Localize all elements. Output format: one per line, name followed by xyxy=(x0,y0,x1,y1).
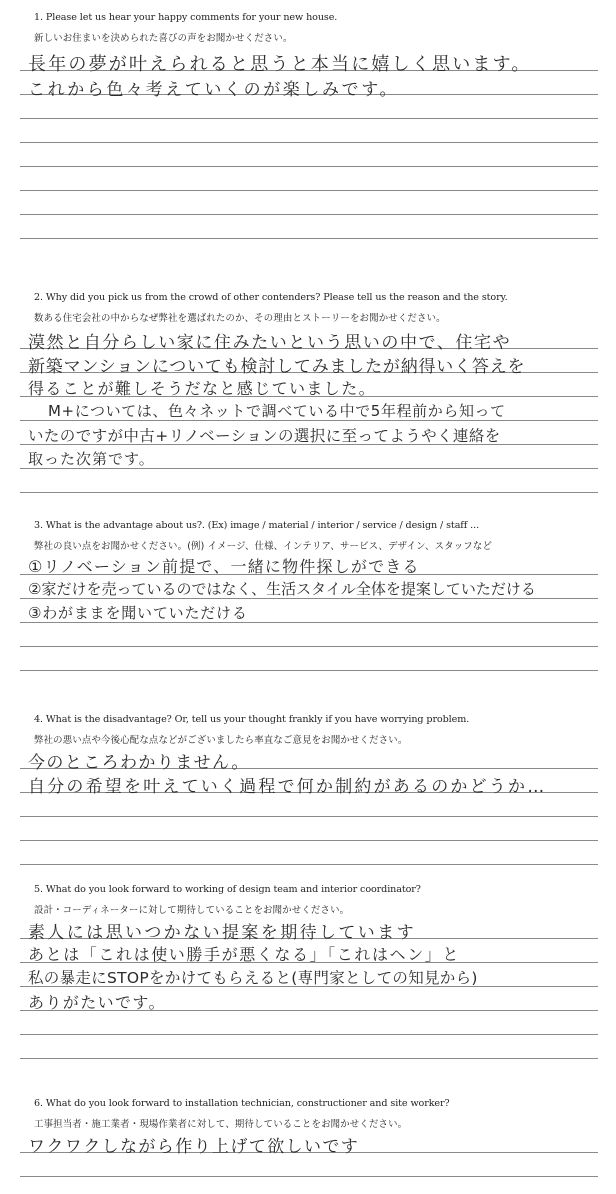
rule xyxy=(20,1176,598,1177)
rule xyxy=(20,492,598,493)
rule xyxy=(20,670,598,671)
question-3-japanese: 弊社の良い点をお聞かせください。(例) イメージ、仕様、インテリア、サービス、デザイン、スタッフなど xyxy=(34,541,493,552)
section-3 xyxy=(20,518,598,688)
answer-6-line-1: ワクワクしながら作り上げて欲しいです xyxy=(28,1137,360,1157)
rule xyxy=(20,238,598,239)
section-4 xyxy=(20,712,598,872)
section-2 xyxy=(20,290,598,500)
question-4-japanese: 弊社の悪い点や今後心配な点などがございましたら率直なご意見をお聞かせください。 xyxy=(34,735,408,746)
rule xyxy=(20,816,598,817)
question-4-english: 4. What is the disadvantage? Or, tell us your thought frankly if you have worrying problem. xyxy=(34,714,470,725)
rule xyxy=(20,1034,598,1035)
answer-2-line-2: 新築マンションについても検討してみましたが納得いく答えを xyxy=(28,357,526,377)
question-5-japanese: 設計・コーディネーターに対して期待していることをお聞かせください。 xyxy=(34,905,350,916)
answer-4-line-1: 今のところわかりません。 xyxy=(28,753,250,773)
rule xyxy=(20,118,598,119)
answer-5-line-1: 素人には思いつかない提案を期待しています xyxy=(28,923,416,943)
question-1-english: 1. Please let us hear your happy comments for your new house. xyxy=(34,12,338,23)
answer-2-line-4: M+については、色々ネットで調べている中で5年程前から知って xyxy=(48,402,506,420)
answer-3-line-1: ①リノベーション前提で、一緒に物件探しができる xyxy=(28,557,420,576)
answer-5-line-2: あとは「これは使い勝手が悪くなる」「これはヘン」と xyxy=(28,945,461,964)
answer-1-line-2: これから色々考えていくのが楽しみです。 xyxy=(28,80,400,100)
section-5 xyxy=(20,882,598,1062)
question-6-english: 6. What do you look forward to installation technician, constructioner and site worker? xyxy=(34,1098,450,1109)
section-1 xyxy=(20,10,598,260)
answer-2-line-5: いたのですが中古+リノベーションの選択に至ってようやく連絡を xyxy=(28,427,501,445)
answer-1-line-1: 長年の夢が叶えられると思うと本当に嬉しく思います。 xyxy=(28,54,532,75)
answer-2-line-1: 漠然と自分らしい家に住みたいという思いの中で、住宅や xyxy=(28,333,512,353)
question-3-english: 3. What is the advantage about us?. (Ex) image / material / interior / service / design / staff ... xyxy=(34,520,480,531)
answer-4-line-2: 自分の希望を叶えていく過程で何か制約があるのかどうか… xyxy=(28,777,547,797)
answer-2-line-3: 得ることが難しそうだなと感じていました。 xyxy=(28,379,377,398)
answer-3-line-3: ③わがままを聞いていただける xyxy=(28,604,248,622)
question-2-english: 2. Why did you pick us from the crowd of other contenders? Please tell us the reason and the story. xyxy=(34,292,508,303)
answer-5-line-3: 私の暴走にSTOPをかけてもらえると(専門家としての知見から) xyxy=(28,969,478,987)
rule xyxy=(20,1058,598,1059)
answer-3-line-2: ②家だけを売っているのではなく、生活スタイル全体を提案していただける xyxy=(28,580,536,598)
rule xyxy=(20,190,598,191)
answer-2-line-6: 取った次第です。 xyxy=(28,450,155,468)
rule xyxy=(20,142,598,143)
question-2-japanese: 数ある住宅会社の中からなぜ弊社を選ばれたのか、その理由とストーリーをお聞かせください。 xyxy=(34,313,446,324)
question-1-japanese: 新しいお住まいを決められた喜びの声をお聞かせください。 xyxy=(34,33,293,44)
answer-5-line-4: ありがたいです。 xyxy=(28,993,166,1012)
rule xyxy=(20,214,598,215)
question-6-japanese: 工事担当者・施工業者・現場作業者に対して、期待していることをお聞かせください。 xyxy=(34,1119,408,1130)
rule xyxy=(20,864,598,865)
rule xyxy=(20,840,598,841)
section-6 xyxy=(20,1096,598,1186)
question-5-english: 5. What do you look forward to working of design team and interior coordinator? xyxy=(34,884,421,895)
rule xyxy=(20,166,598,167)
rule xyxy=(20,646,598,647)
